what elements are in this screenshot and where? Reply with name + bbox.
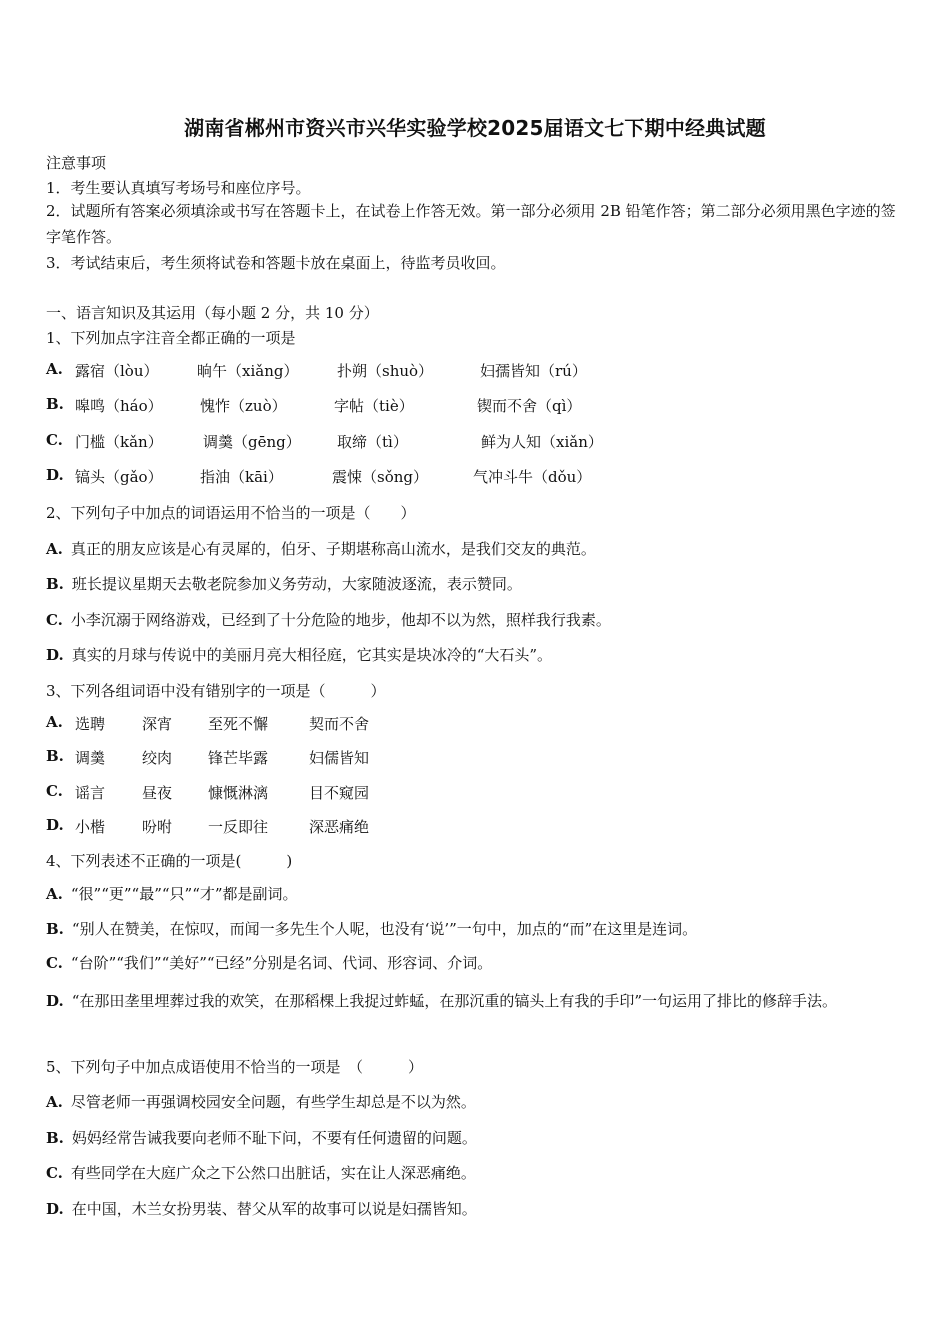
page-title: 湖南省郴州市资兴市兴华实验学校2025届语文七下期中经典试题: [184, 116, 766, 140]
option-label: D.: [46, 646, 64, 664]
option-item: 选聘: [75, 715, 106, 733]
q2-option-a: [46, 538, 596, 559]
option-item: 指油（kāi）: [200, 468, 283, 486]
option-text: 尽管老师一再强调校园安全问题，有些学生却总是不以为然。: [70, 1093, 476, 1111]
option-text: 真正的朋友应该是心有灵犀的，伯牙、子期堪称高山流水，是我们交友的典范。: [70, 540, 596, 558]
option-text: 真实的月球与传说中的美丽月亮大相径庭，它其实是块冰冷的“大石头”。: [71, 646, 553, 664]
q4-option-a: [46, 883, 298, 904]
option-label: D.: [46, 466, 64, 484]
option-item: 谣言: [75, 784, 106, 802]
option-label: A.: [46, 540, 63, 558]
option-text: 班长提议星期天去敬老院参加义务劳动，大家随波逐流，表示赞同。: [71, 575, 522, 593]
option-label: A.: [46, 713, 63, 731]
option-item: 愧怍（zuò）: [200, 397, 287, 415]
option-item: 调羹（gēng）: [203, 433, 301, 451]
option-item: 晌午（xiǎng）: [197, 362, 299, 380]
question-stem: 3、下列各组词语中没有错别字的一项是（ ）: [46, 682, 386, 700]
question-stem: 2、下列句子中加点的词语运用不恰当的一项是（ ）: [46, 504, 416, 522]
option-item: 深恶痛绝: [309, 818, 370, 836]
option-item: 绞肉: [142, 749, 173, 767]
notice-item: 3．考试结束后，考生须将试卷和答题卡放在桌面上，待监考员收回。: [46, 254, 506, 272]
option-label: C.: [46, 431, 63, 449]
option-item: 鲜为人知（xiǎn）: [481, 433, 603, 451]
option-item: 慷慨淋漓: [208, 784, 269, 802]
option-label: C.: [46, 611, 63, 629]
option-label: A.: [46, 360, 63, 378]
option-label: B.: [46, 1129, 64, 1147]
option-item: 深宵: [142, 715, 173, 733]
option-item: 门槛（kǎn）: [75, 433, 163, 451]
q2-option-c: [46, 609, 611, 630]
q5-option-a: [46, 1091, 476, 1112]
option-text: “在那田垄里埋葬过我的欢笑，在那稻棵上我捉过蚱蜢，在那沉重的镐头上有我的手印”一句运用了排比的修辞手法。: [71, 992, 838, 1010]
option-item: 妇儒皆知: [309, 749, 370, 767]
q5-option-d: [46, 1198, 477, 1219]
option-item: 调羹: [75, 749, 106, 767]
option-item: 妇孺皆知（rú）: [480, 362, 587, 380]
option-item: 契而不舍: [309, 715, 370, 733]
option-item: 取缔（tì）: [337, 433, 408, 451]
option-text: 有些同学在大庭广众之下公然口出脏话，实在让人深恶痛绝。: [70, 1164, 476, 1182]
option-item: 锲而不舍（qì）: [477, 397, 582, 415]
option-text: 妈妈经常告诫我要向老师不耻下问，不要有任何遗留的问题。: [71, 1129, 477, 1147]
option-label: D.: [46, 992, 64, 1010]
q5-option-c: [46, 1162, 476, 1183]
q2-option-b: [46, 573, 522, 594]
q4-option-b: [46, 918, 697, 939]
option-label: B.: [46, 395, 64, 413]
option-item: 露宿（lòu）: [75, 362, 159, 380]
option-item: 目不窥园: [309, 784, 370, 802]
option-text: “别人在赞美，在惊叹，而闻一多先生个人呢，也没有‘说’”一句中，加点的“而”在这里是连词。: [71, 920, 698, 938]
notice-item: 2．试题所有答案必须填涂或书写在答题卡上，在试卷上作答无效。第一部分必须用 2B 铅笔作答；第二部分必须用黑色字迹的签字笔作答。: [46, 202, 896, 246]
section-heading: 一、语言知识及其运用（每小题 2 分，共 10 分）: [46, 304, 379, 322]
notice-item: 1．考生要认真填写考场号和座位序号。: [46, 179, 311, 197]
option-item: 至死不懈: [208, 715, 269, 733]
option-label: C.: [46, 782, 63, 800]
option-text: 在中国，木兰女扮男装、替父从军的故事可以说是妇孺皆知。: [71, 1200, 477, 1218]
question-stem: 5、下列句子中加点成语使用不恰当的一项是 （ ）: [46, 1058, 424, 1076]
notice-heading: 注意事项: [46, 154, 107, 172]
option-label: C.: [46, 954, 63, 972]
option-label: B.: [46, 920, 64, 938]
option-item: 吩咐: [142, 818, 173, 836]
option-label: C.: [46, 1164, 63, 1182]
option-text: “台阶”“我们”“美好”“已经”分别是名词、代词、形容词、介词。: [70, 954, 493, 972]
option-label: B.: [46, 575, 64, 593]
option-text: 小李沉溺于网络游戏，已经到了十分危险的地步，他却不以为然，照样我行我素。: [70, 611, 611, 629]
q2-option-d: [46, 644, 552, 665]
option-label: A.: [46, 885, 63, 903]
option-label: B.: [46, 747, 64, 765]
q5-option-b: [46, 1127, 477, 1148]
option-item: 锋芒毕露: [208, 749, 269, 767]
option-item: 字帖（tiè）: [334, 397, 414, 415]
q4-option-c: [46, 952, 492, 973]
question-stem: 1、下列加点字注音全都正确的一项是: [46, 329, 296, 347]
option-item: 扑朔（shuò）: [337, 362, 434, 380]
option-text: “很”“更”“最”“只”“才”都是副词。: [70, 885, 298, 903]
option-item: 小楷: [75, 818, 106, 836]
option-item: 嗥鸣（háo）: [75, 397, 163, 415]
option-item: 一反即往: [208, 818, 269, 836]
option-item: 昼夜: [142, 784, 173, 802]
option-label: D.: [46, 1200, 64, 1218]
q4-option-d: [46, 981, 904, 1021]
option-item: 气冲斗牛（dǒu）: [473, 468, 592, 486]
option-item: 震悚（sǒng）: [332, 468, 428, 486]
option-label: D.: [46, 816, 64, 834]
option-item: 镐头（gǎo）: [75, 468, 163, 486]
option-label: A.: [46, 1093, 63, 1111]
question-stem: 4、下列表述不正确的一项是( ): [46, 852, 293, 870]
